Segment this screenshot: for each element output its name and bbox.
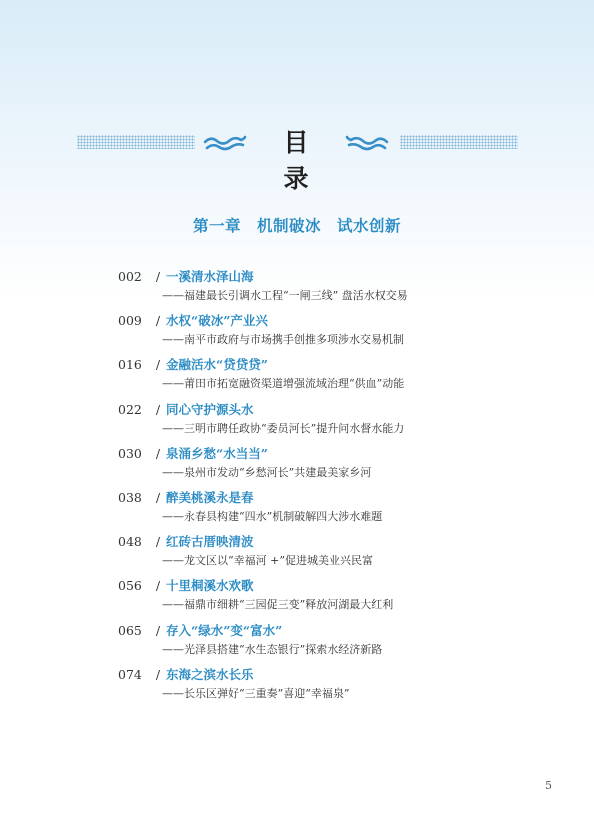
entry-title[interactable]: 存入“绿水”变“富水” [166, 622, 283, 638]
toc-entry[interactable] [118, 266, 498, 310]
entry-page-number: 048 [118, 534, 142, 550]
chapter-title: 第一章 机制破冰 试水创新 [192, 216, 401, 235]
entry-title[interactable]: 泉涌乡愁“水当当” [166, 445, 268, 461]
entry-separator: / [155, 401, 161, 417]
entry-subtitle: ——福建最长引调水工程“一闸三线” 盘活水权交易 [162, 289, 408, 302]
toc-entry[interactable] [118, 664, 498, 708]
wave-ornament-left [203, 133, 247, 153]
entry-subtitle: ——福鼎市细耕“三园促三变”释放河湖最大红利 [162, 598, 394, 612]
entry-separator: / [155, 445, 161, 461]
entry-separator: / [155, 622, 161, 638]
entry-subtitle: ——长乐区弹好“三重奏”喜迎“幸福泉” [162, 686, 350, 700]
entry-title[interactable]: 东海之滨水长乐 [166, 666, 254, 682]
entry-subtitle: ——三明市聘任政协“委员河长”提升问水督水能力 [162, 421, 405, 435]
entry-title[interactable]: 红砖古厝映清波 [166, 534, 254, 550]
entry-separator: / [155, 269, 161, 284]
chapter-heading [0, 214, 594, 236]
entry-page-number: 038 [118, 489, 142, 505]
toc-entry[interactable] [118, 487, 498, 531]
entry-title[interactable]: 醉美桃溪永是春 [166, 489, 254, 505]
dotted-decoration-left [77, 135, 195, 149]
entry-subtitle: ——永春县构建“四水”机制破解四大涉水难题 [162, 509, 383, 523]
toc-entry[interactable] [118, 310, 498, 354]
toc-entry[interactable] [118, 575, 498, 619]
entry-separator: / [155, 357, 161, 373]
entry-title[interactable]: 水权“破冰”产业兴 [166, 313, 268, 329]
entry-separator: / [155, 313, 161, 329]
entry-subtitle: ——龙文区以“幸福河 +”促进城美业兴民富 [162, 554, 373, 568]
entry-page-number: 016 [118, 357, 142, 373]
entry-subtitle: ——莆田市拓宽融资渠道增强流域治理“供血”动能 [162, 377, 405, 391]
entry-title[interactable]: 十里桐溪水欢歌 [166, 578, 254, 594]
entry-page-number: 009 [118, 313, 142, 329]
entry-separator: / [155, 534, 161, 550]
toc-entry[interactable] [118, 354, 498, 398]
toc-title: 目 录 [283, 128, 327, 193]
entry-separator: / [155, 578, 161, 594]
entry-subtitle: ——光泽县搭建“水生态银行”探索水经济新路 [162, 642, 383, 656]
page-number: 5 [545, 779, 552, 792]
entry-page-number: 065 [118, 622, 142, 638]
toc-entry[interactable] [118, 620, 498, 664]
entry-subtitle: ——南平市政府与市场携手创推多项涉水交易机制 [162, 333, 404, 347]
entry-separator: / [155, 666, 161, 682]
entry-title[interactable]: 金融活水“贷贷贷” [166, 357, 268, 373]
dotted-decoration-right [400, 135, 518, 149]
entry-separator: / [155, 489, 161, 505]
toc-list [118, 266, 498, 708]
toc-entry[interactable] [118, 443, 498, 487]
wave-ornament-right [345, 133, 389, 153]
toc-entry[interactable] [118, 399, 498, 443]
entry-page-number: 002 [118, 269, 142, 284]
toc-entry[interactable] [118, 531, 498, 575]
entry-page-number: 056 [118, 578, 142, 594]
toc-heading [0, 125, 594, 193]
entry-subtitle: ——泉州市发动“乡愁河长”共建最美家乡河 [162, 465, 372, 479]
entry-page-number: 074 [118, 666, 142, 682]
entry-title[interactable]: 一溪清水泽山海 [166, 269, 254, 284]
entry-page-number: 030 [118, 445, 142, 461]
entry-page-number: 022 [118, 401, 142, 417]
entry-title[interactable]: 同心守护源头水 [166, 401, 254, 417]
